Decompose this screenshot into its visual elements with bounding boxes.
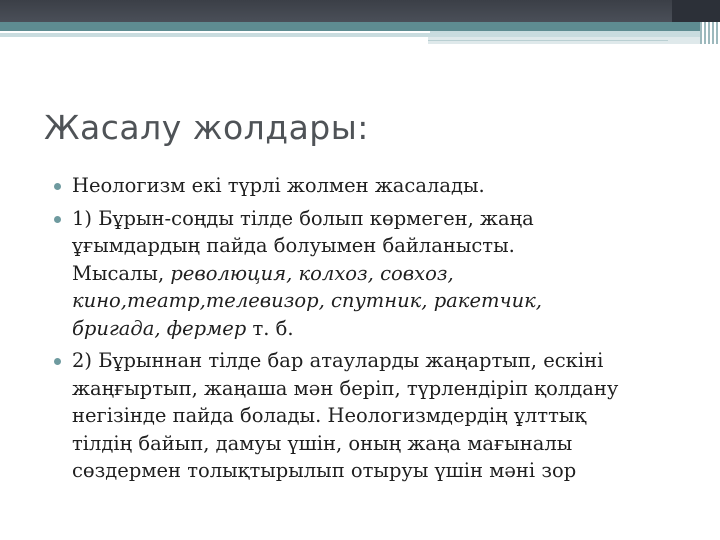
bullet-line: жаңғыртып, жаңаша мән беріп, түрлендіріп қолдану bbox=[72, 376, 619, 400]
header-white-line bbox=[0, 31, 430, 33]
bullet-line: негізінде пайда болады. Неологизмдердің ұлттық bbox=[72, 404, 587, 427]
bullet-line bbox=[72, 287, 682, 315]
bullet-dot-icon bbox=[54, 358, 61, 365]
bullet-item bbox=[52, 347, 682, 485]
bullet-line bbox=[72, 315, 682, 343]
header-dark-corner bbox=[672, 0, 720, 22]
bullet-list bbox=[52, 172, 682, 490]
bullet-dot-icon bbox=[54, 183, 61, 190]
etc-abbreviation: т. б. bbox=[246, 316, 294, 340]
header-edge-stripes bbox=[700, 22, 720, 44]
bullet-line: сөздермен толықтырылып отыруы үшін мәні зор bbox=[72, 459, 577, 482]
header-teal-band bbox=[0, 22, 720, 31]
slide-title: Жасалу жолдары: bbox=[44, 108, 369, 147]
bullet-line: Неологизм екі түрлі жолмен жасалады. bbox=[72, 174, 485, 197]
bullet-item bbox=[52, 172, 682, 200]
bullet-item bbox=[52, 205, 682, 343]
bullet-line: 1) Бұрын-соңды тілде болып көрмеген, жаңа bbox=[72, 206, 534, 230]
example-words: бригада, фермер bbox=[72, 316, 247, 340]
example-words: кино,театр,телевизор, спутник, ракетчик, bbox=[72, 289, 543, 312]
bullet-line: 2) Бұрыннан тілде бар атауларды жаңартып, ескіні bbox=[72, 349, 604, 372]
header-dark-band bbox=[0, 0, 720, 22]
header-step-line bbox=[428, 40, 668, 41]
bullet-line bbox=[72, 260, 682, 288]
example-words: революция, колхоз, совхоз, bbox=[170, 261, 454, 285]
example-label: Мысалы, bbox=[72, 261, 171, 285]
bullet-dot-icon bbox=[54, 216, 61, 223]
bullet-line: тілдің байып, дамуы үшін, оның жаңа мағыналы bbox=[72, 431, 573, 455]
bullet-line: ұғымдардың пайда болуымен байланысты. bbox=[72, 234, 515, 257]
